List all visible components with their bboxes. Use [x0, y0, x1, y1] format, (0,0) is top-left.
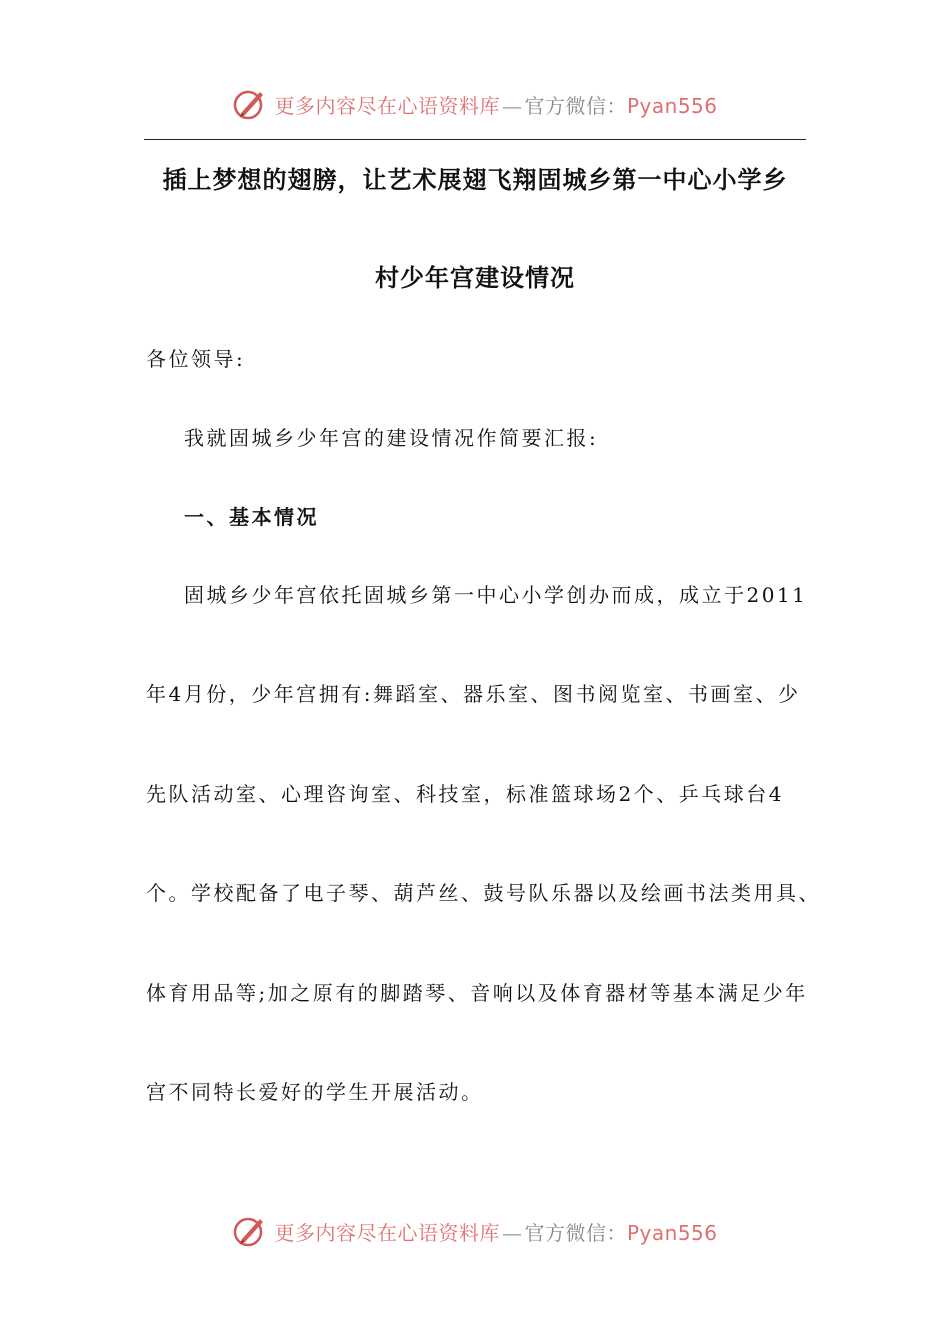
pen-logo-icon — [232, 86, 268, 122]
salutation: 各位领导: — [146, 347, 246, 371]
banner-label: 官方微信： — [524, 1220, 627, 1245]
banner-text: 更多内容尽在心语资料库 — [274, 93, 500, 118]
paragraph-line: 体育用品等;加之原有的脚踏琴、音响以及体育器材等基本满足少年 — [146, 981, 808, 1005]
banner-text: 更多内容尽在心语资料库 — [274, 1220, 500, 1245]
document-title-line-2: 村少年宫建设情况 — [375, 263, 575, 292]
pen-logo-icon — [232, 1213, 268, 1249]
banner-separator: — — [501, 1220, 523, 1245]
paragraph-line: 固城乡少年宫依托固城乡第一中心小学创办而成，成立于2011 — [184, 583, 808, 607]
paragraph-line: 宫不同特长爱好的学生开展活动。 — [146, 1080, 484, 1104]
banner-separator: — — [501, 93, 523, 118]
banner-wechat-id: Pyan556 — [626, 1220, 718, 1245]
header-divider — [144, 139, 806, 140]
paragraph-line: 个。学校配备了电子琴、葫芦丝、鼓号队乐器以及绘画书法类用具、 — [146, 881, 821, 905]
paragraph-line: 先队活动室、心理咨询室、科技室，标准篮球场2个、乒乓球台4 — [146, 782, 784, 806]
intro-paragraph: 我就固城乡少年宫的建设情况作简要汇报: — [184, 426, 599, 450]
footer-watermark — [0, 1211, 950, 1251]
header-watermark — [0, 84, 950, 124]
banner-wechat-id: Pyan556 — [626, 93, 718, 118]
section-heading: 一、基本情况 — [184, 505, 319, 529]
banner-label: 官方微信： — [524, 93, 627, 118]
paragraph-line: 年4月份，少年宫拥有:舞蹈室、器乐室、图书阅览室、书画室、少 — [146, 682, 801, 706]
document-title-line-1: 插上梦想的翅膀，让艺术展翅飞翔固城乡第一中心小学乡 — [162, 165, 788, 194]
